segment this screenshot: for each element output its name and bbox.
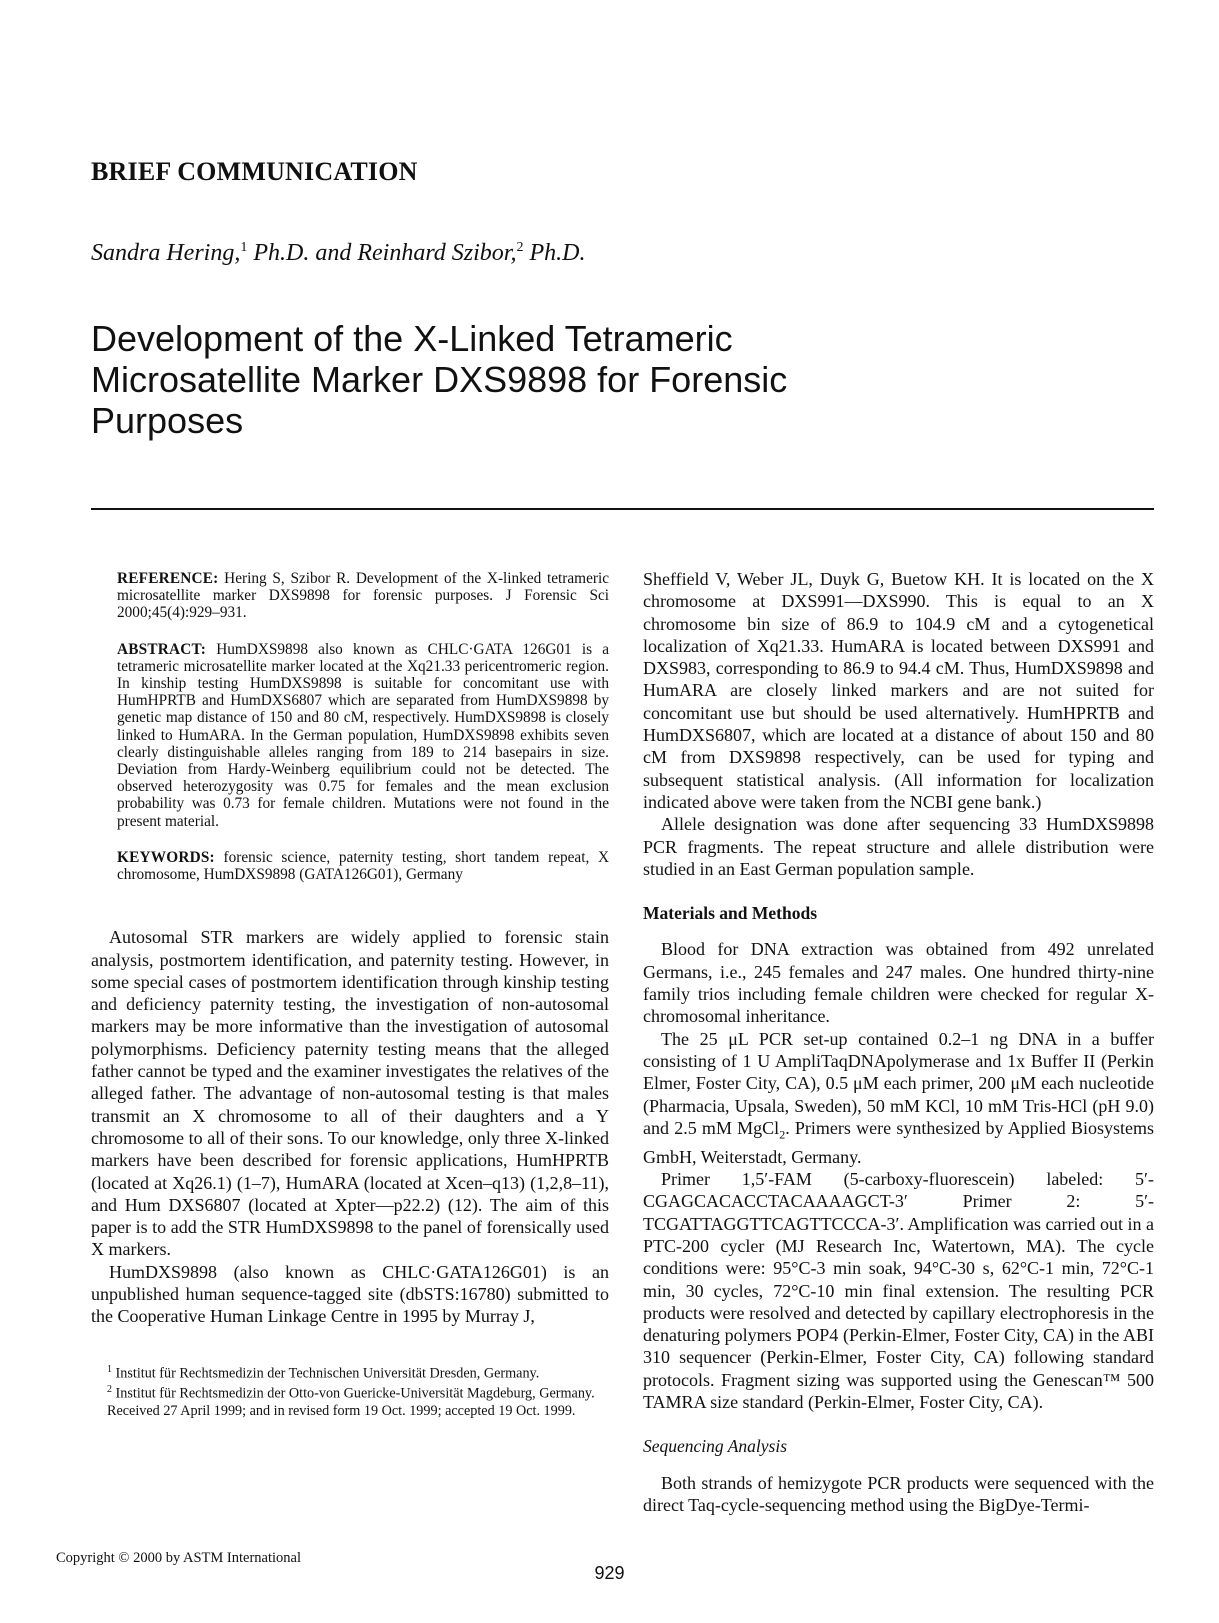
body-paragraph: HumDXS9898 (also known as CHLC·GATA126G01) is an unpublished human sequence-tagged site (dbSTS:16780) submitted to the Cooperative Human Linkage Centre in 1995 by Murray J, [91, 1261, 609, 1327]
sequencing-heading: Sequencing Analysis [643, 1436, 788, 1457]
footnote-2 [91, 1382, 609, 1403]
copyright: Copyright © 2000 by ASTM International [56, 1550, 302, 1566]
keywords-block [117, 849, 609, 883]
footnote-1-text: Institut für Rechtsmedizin der Technischen Universität Dresden, Germany. [112, 1365, 540, 1382]
author-1: Sandra Hering, [91, 240, 241, 266]
front-matter [117, 570, 609, 883]
pcr-text: The 25 μL PCR set-up contained 0.2–1 ng DNA in a buffer consisting of 1 U AmpliTaqDNApolymerase and 1x Buffer II (Perkin Elmer, Foster City, CA), 0.5 μM each primer, 200 μM each nucleotide (Pharmacia, Upsala, Sweden), 50 mM KCl, 10 mM Tris-HCl (pH 9.0) and 2.5 mM MgCl [643, 1028, 1154, 1138]
footnotes [91, 1362, 609, 1420]
body-paragraph: Both strands of hemizygote PCR products were sequenced with the direct Taq-cycle-sequencing method using the BigDye-Termi- [643, 1472, 1154, 1515]
body-paragraph: Blood for DNA extraction was obtained from 492 unrelated Germans, i.e., 245 females and 247 males. One hundred thirty-nine family trios including female children were checked for regular X-chromosomal inheritance. [643, 939, 1154, 1027]
page-number: 929 [594, 1563, 625, 1583]
body-paragraph: Primer 1,5′-FAM (5-carboxy-fluorescein) labeled: 5′-CGAGCACACCTACAAAAGCT-3′ Primer 2: 5′-TCGATTAGGTTCAGTTCCCA-3′. Amplification was carried out in a PTC-200 cycler (MJ Research Inc, Watertown, MA). The cycle conditions were: 95°C-3 min soak, 94°C-30 s, 62°C-1 min, 72°C-1 min, 30 cycles, 72°C-10 min final extension. The resulting PCR products were resolved and detected by capillary electrophoresis in the denaturing polymers POP4 (Perkin-Elmer, Foster City, CA) in the ABI 310 sequencer (Perkin-Elmer, Foster City, CA) following standard protocols. Fragment sizing was supported using the Genescan™ 500 TAMRA size standard (Perkin-Elmer, Foster City, CA). [643, 1169, 1154, 1412]
footnote-2-text: Institut für Rechtsmedizin der Otto-von Guericke-Universität Magdeburg, Germany. [112, 1385, 595, 1402]
section-label: BRIEF COMMUNICATION [91, 157, 418, 186]
reference-block [117, 570, 609, 622]
keywords-label: KEYWORDS: [117, 848, 215, 866]
body-paragraph: Autosomal STR markers are widely applied to forensic stain analysis, postmortem identification, and paternity testing. However, in some special cases of postmortem identification through kinship testing and deficiency paternity testing, the investigation of non-autosomal markers may be more informative than the investigation of autosomal polymorphisms. Deficiency paternity testing means that the alleged father cannot be typed and the examiner investigates the relatives of the alleged father. The advantage of non-autosomal testing is that males transmit an X chromosome to all of their daughters and a Y chromosome to all of their sons. To our knowledge, only three X-linked markers have been described for forensic applications, HumHPRTB (located at Xq26.1) (1–7), HumARA (located at Xcen–q13) (1,2,8–11), and Hum DXS6807 (located at Xpter—p22.2) (12). The aim of this paper is to add the STR HumDXS9898 to the panel of forensically used X markers. [91, 927, 609, 1260]
keywords-text: forensic science, paternity testing, short tandem repeat, X chromosome, HumDXS9898 (GATA126G01), Germany [117, 848, 609, 884]
pcr-text-end: . Primers were synthesized by Applied Biosystems GmbH, Weiterstadt, Germany. [643, 1117, 1154, 1167]
right-column [643, 568, 1154, 1516]
received-dates: Received 27 April 1999; and in revised form 19 Oct. 1999; accepted 19 Oct. 1999. [107, 1402, 576, 1419]
footnote-2-mark: 2 [107, 1384, 112, 1396]
title-divider [91, 508, 1154, 510]
reference-label: REFERENCE: [117, 570, 219, 587]
methods-heading: Materials and Methods [643, 903, 818, 924]
author-1-affiliation-mark: 1 [240, 240, 248, 255]
footnote-1-mark: 1 [107, 1363, 112, 1375]
author-2-affiliation-mark: 2 [516, 240, 524, 255]
author-connector: Ph.D. and Reinhard Szibor, [247, 240, 517, 266]
body-paragraph [643, 1028, 1154, 1168]
author-line [91, 240, 585, 267]
left-column [91, 570, 609, 1419]
left-body [91, 926, 609, 1327]
abstract-text: HumDXS9898 also known as CHLC·GATA 126G01 is a tetrameric microsatellite marker located at the Xq21.33 pericentromeric region. In kinship testing HumDXS9898 is suitable for concomitant use with HumHPRTB and HumDXS6807 which are separated from HumDXS9898 by genetic map distance of 150 and 80 cM, respectively. HumDXS9898 is closely linked to HumARA. In the German population, HumDXS9898 exhibits seven clearly distinguishable alleles ranging from 189 to 214 basepairs in size. Deviation from Hardy-Weinberg equilibrium could not be detected. The observed heterozygosity was 0.75 for females and the mean exclusion probability was 0.73 for female children. Mutations were not found in the present material. [117, 640, 609, 830]
body-paragraph: Allele designation was done after sequencing 33 HumDXS9898 PCR fragments. The repeat structure and allele distribution were studied in an East German population sample. [643, 814, 1154, 879]
body-paragraph-continued: Sheffield V, Weber JL, Duyk G, Buetow KH. It is located on the X chromosome at DXS991—DXS990. This is equal to an X chromosome bin size of 86.9 to 104.9 cM and a cytogenetical localization of Xq21.33. HumARA is located between DXS991 and DXS983, corresponding to 86.9 to 94.4 cM. Thus, HumDXS9898 and HumARA are closely linked markers and are not suited for concomitant use but should be used alternatively. HumHPRTB and HumDXS6807, which are located at a distance of about 150 and 80 cM from DXS9898 respectively, can be used for typing and subsequent statistical analysis. (All information for localization indicated above were taken from the NCBI gene bank.) [643, 569, 1154, 812]
abstract-label: ABSTRACT: [117, 640, 207, 658]
reference-text: Hering S, Szibor R. Development of the X-linked tetrameric microsatellite marker DXS9898 for forensic purposes. J Forensic Sci 2000;45(4):929–931. [117, 570, 609, 622]
abstract-block [117, 641, 609, 830]
article-title: Development of the X-Linked Tetrameric Microsatellite Marker DXS9898 for Forensic Purposes [91, 318, 788, 441]
subscript-2: 2 [779, 1127, 786, 1142]
footnote-1 [91, 1362, 609, 1383]
author-degree: Ph.D. [523, 240, 586, 266]
